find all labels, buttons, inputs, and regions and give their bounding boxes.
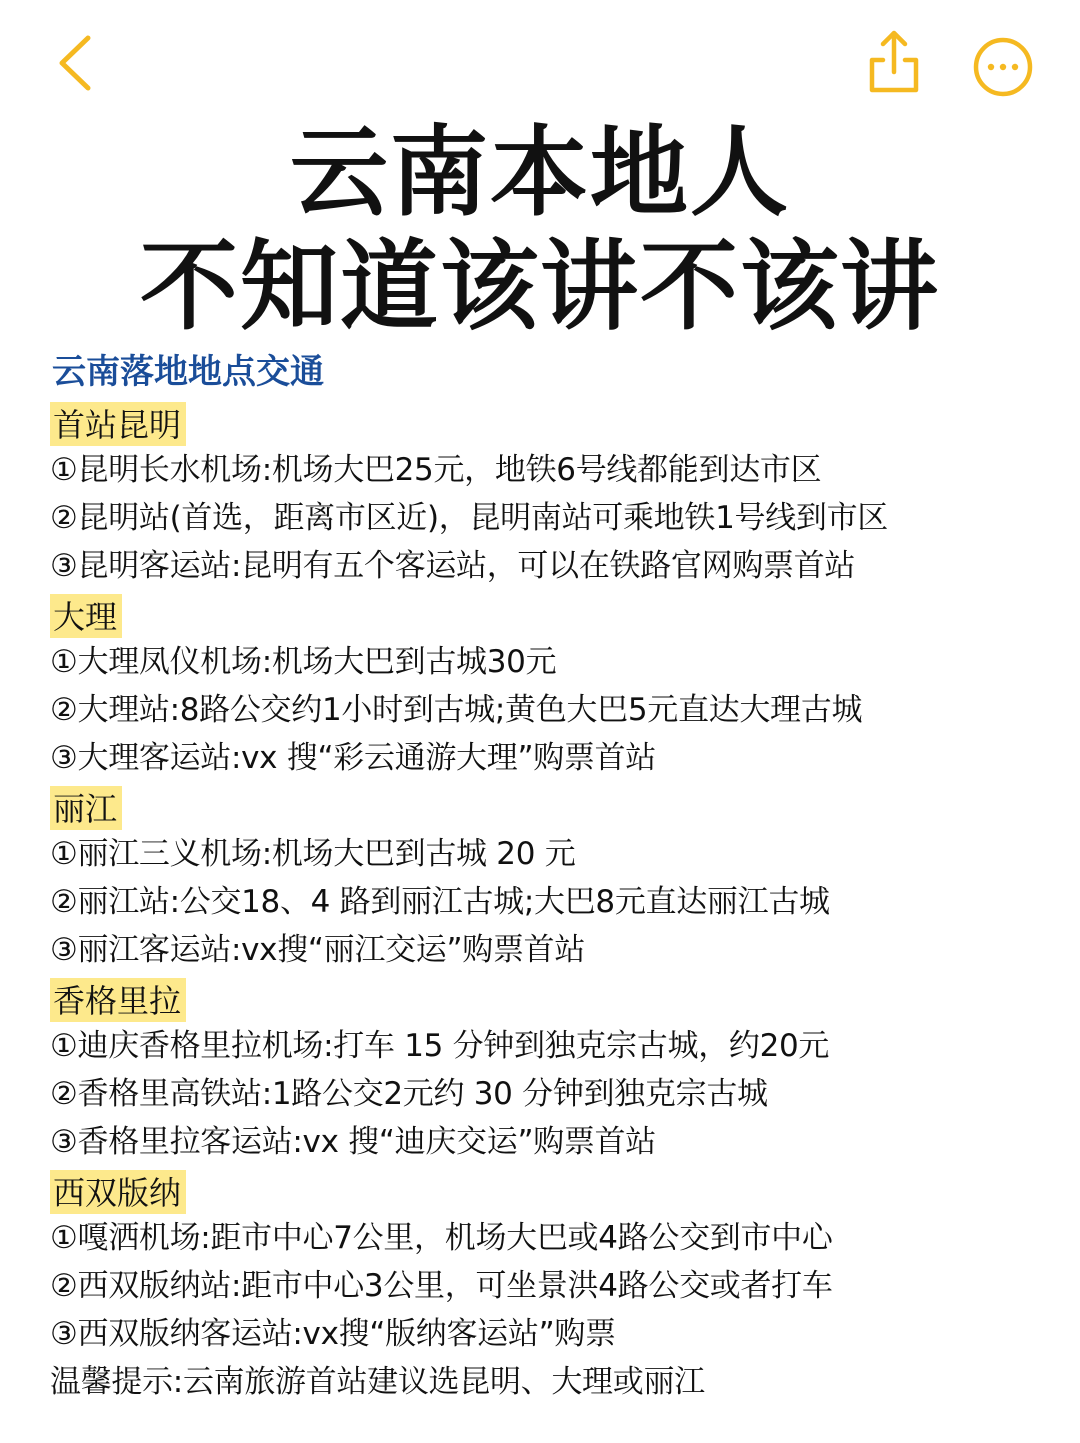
top-bar [0, 0, 1080, 120]
list-item: ②香格里高铁站:1路公交2元约 30 分钟到独克宗古城 [50, 1076, 768, 1112]
more-horizontal-icon [972, 36, 1034, 98]
list-item: ①昆明长水机场:机场大巴25元，地铁6号线都能到达市区 [50, 452, 822, 488]
list-item: ①大理凤仪机场:机场大巴到古城30元 [50, 644, 557, 680]
list-item: ②昆明站(首选，距离市区近)，昆明南站可乘地铁1号线到市区 [50, 500, 889, 536]
city-block-dali [50, 590, 1060, 782]
back-button[interactable] [52, 30, 104, 96]
list-item: ①丽江三义机场:机场大巴到古城 20 元 [50, 836, 576, 872]
city-block-xishuangbanna [50, 1166, 1060, 1358]
city-label: 丽江 [50, 786, 122, 830]
list-item: ②丽江站:公交18、4 路到丽江古城;大巴8元直达丽江古城 [50, 884, 830, 920]
share-button[interactable] [864, 26, 924, 98]
list-item: ③丽江客运站:vx搜“丽江交运”购票首站 [50, 932, 586, 968]
list-item: ③香格里拉客运站:vx 搜“迪庆交运”购票首站 [50, 1124, 656, 1160]
share-icon [864, 26, 924, 98]
section-heading: 云南落地地点交通 [52, 352, 324, 392]
list-item: ①迪庆香格里拉机场:打车 15 分钟到独克宗古城，约20元 [50, 1028, 830, 1064]
tip-text: 温馨提示:云南旅游首站建议选昆明、大理或丽江 [50, 1364, 705, 1400]
city-block-shangri-la [50, 974, 1060, 1166]
list-item: ①嘎洒机场:距市中心7公里，机场大巴或4路公交到市中心 [50, 1220, 833, 1256]
article-body [50, 348, 1060, 1406]
page-title-line-2: 不知道该讲不该讲 [139, 230, 940, 344]
list-item: ③大理客运站:vx 搜“彩云通游大理”购票首站 [50, 740, 656, 776]
more-button[interactable] [972, 36, 1034, 98]
city-block-lijiang [50, 782, 1060, 974]
page-title-line-1: 云南本地人 [289, 116, 790, 230]
list-item: ②大理站:8路公交约1小时到古城;黄色大巴5元直达大理古城 [50, 692, 863, 728]
list-item: ③西双版纳客运站:vx搜“版纳客运站”购票 [50, 1316, 616, 1352]
list-item: ②西双版纳站:距市中心3公里，可坐景洪4路公交或者打车 [50, 1268, 833, 1304]
city-label: 西双版纳 [50, 1170, 186, 1214]
city-label: 首站昆明 [50, 402, 186, 446]
chevron-left-icon [52, 30, 104, 96]
city-label: 大理 [50, 594, 122, 638]
city-label: 香格里拉 [50, 978, 186, 1022]
list-item: ③昆明客运站:昆明有五个客运站，可以在铁路官网购票首站 [50, 548, 856, 584]
city-block-kunming [50, 398, 1060, 590]
